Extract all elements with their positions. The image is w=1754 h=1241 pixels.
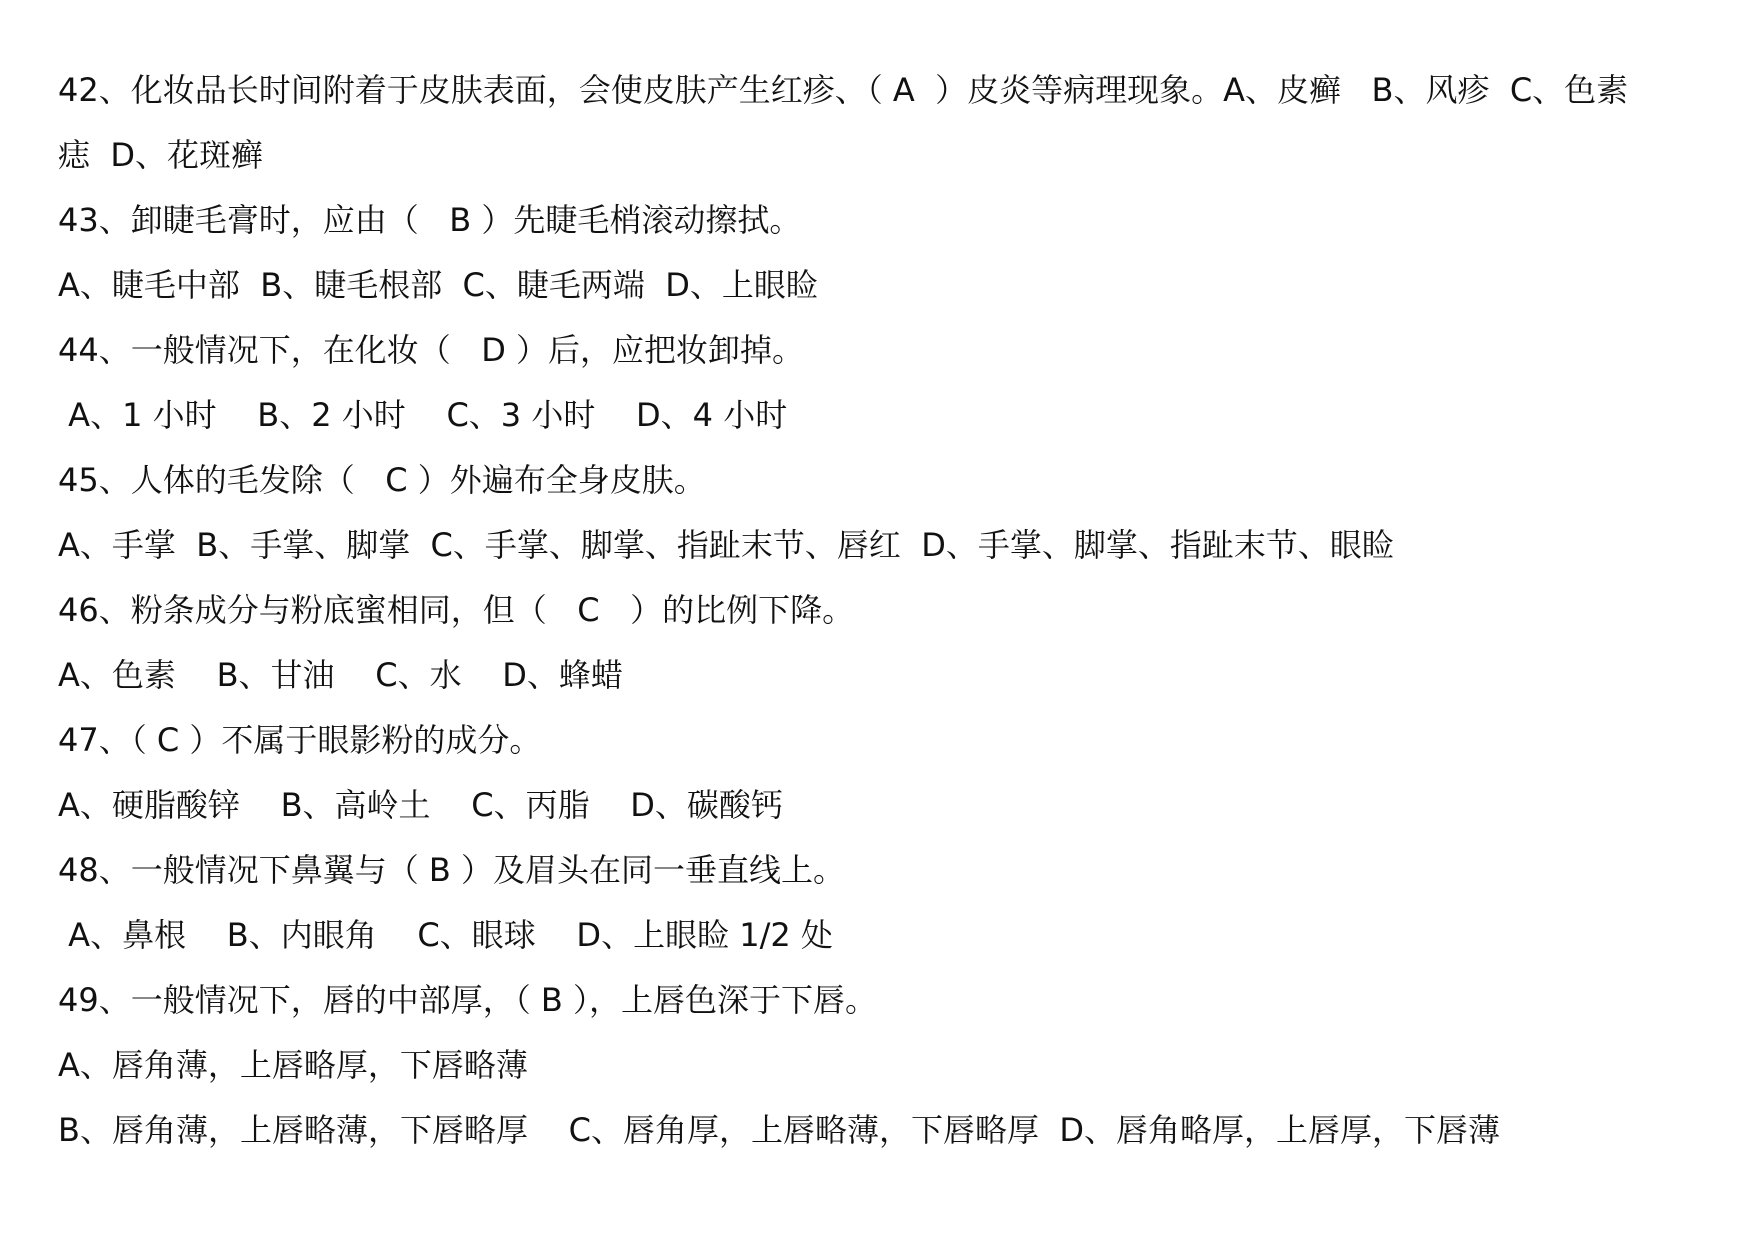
text-line-q45: 45、人体的毛发除（ C ）外遍布全身皮肤。 — [58, 461, 706, 499]
document-page — [58, 58, 1718, 1163]
text-line-q48-options: A、鼻根 B、内眼角 C、眼球 D、上眼睑 1/2 处 — [58, 916, 833, 954]
text-line-q42-b: 痣 D、花斑癣 — [58, 136, 263, 174]
text-line-q43: 43、卸睫毛膏时，应由（ B ）先睫毛梢滚动擦拭。 — [58, 201, 802, 239]
text-line-q43-options: A、睫毛中部 B、睫毛根部 C、睫毛两端 D、上眼睑 — [58, 266, 818, 304]
text-line-q48: 48、一般情况下鼻翼与（ B ）及眉头在同一垂直线上。 — [58, 851, 846, 889]
text-line-q47-options: A、硬脂酸锌 B、高岭土 C、丙脂 D、碳酸钙 — [58, 786, 783, 824]
text-line-q49-option-a: A、唇角薄，上唇略厚，下唇略薄 — [58, 1046, 528, 1084]
text-line-q45-options: A、手掌 B、手掌、脚掌 C、手掌、脚掌、指趾末节、唇红 D、手掌、脚掌、指趾末节、眼睑 — [58, 526, 1394, 564]
text-line-q49-options-bcd: B、唇角薄，上唇略薄，下唇略厚 C、唇角厚，上唇略薄，下唇略厚 D、唇角略厚，上唇厚，下唇薄 — [58, 1111, 1500, 1149]
text-line-q46-options: A、色素 B、甘油 C、水 D、蜂蜡 — [58, 656, 623, 694]
text-line-q46: 46、粉条成分与粉底蜜相同，但（ C ）的比例下降。 — [58, 591, 855, 629]
text-line-q49: 49、一般情况下，唇的中部厚，（ B ），上唇色深于下唇。 — [58, 981, 878, 1019]
text-line-q44-options: A、1 小时 B、2 小时 C、3 小时 D、4 小时 — [58, 396, 788, 434]
text-line-q44: 44、一般情况下，在化妆（ D ）后，应把妆卸掉。 — [58, 331, 805, 369]
text-line-q47: 47、（ C ）不属于眼影粉的成分。 — [58, 721, 542, 759]
text-line-q42-a: 42、化妆品长时间附着于皮肤表面，会使皮肤产生红疹、（ A ）皮炎等病理现象。A、皮癣 B、风疹 C、色素 — [58, 71, 1629, 109]
